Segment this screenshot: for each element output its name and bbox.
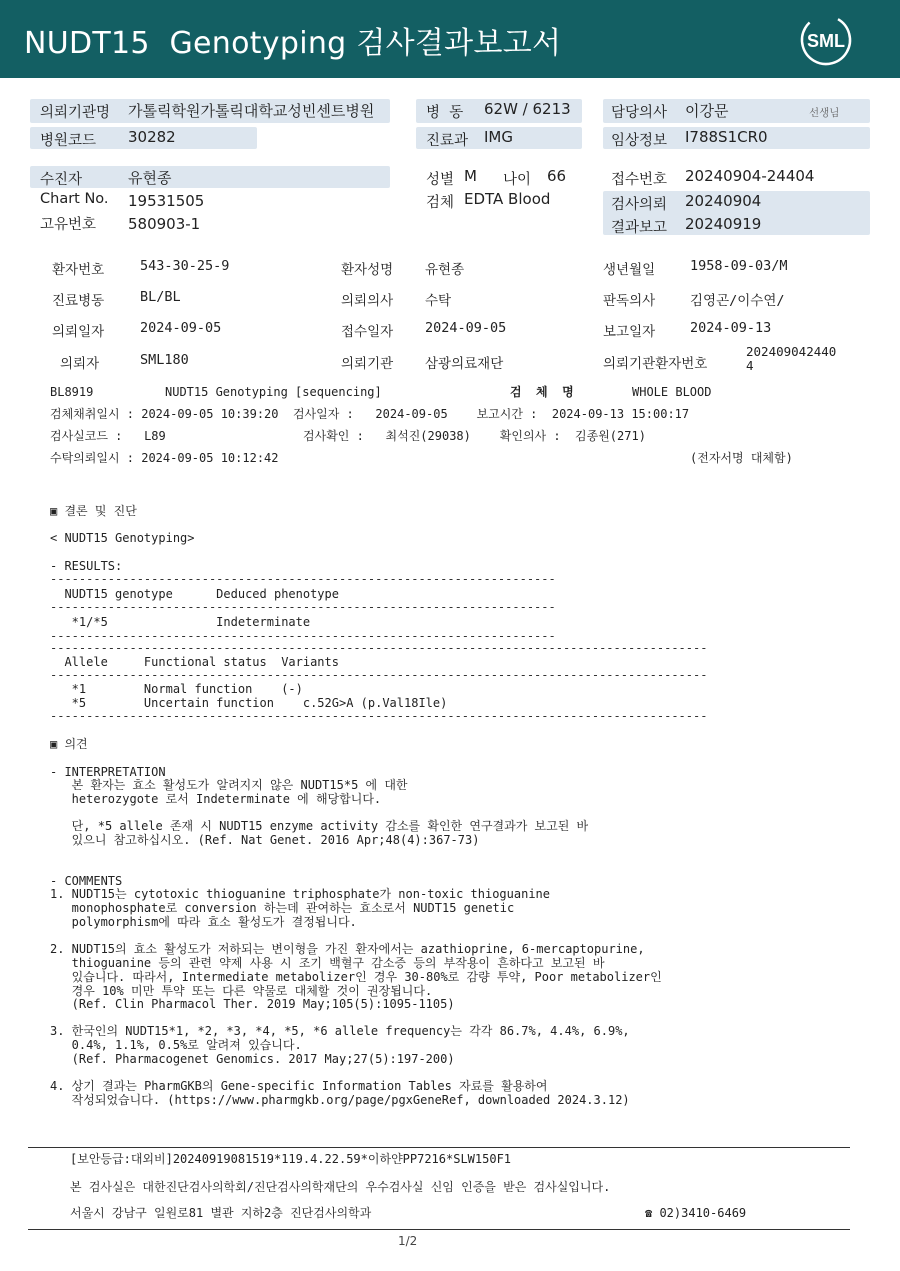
comment-line: thioguanine 등의 관련 약제 사용 시 조기 백혈구 감소증 등의 부작용이 흔하다고 보고된 바 xyxy=(50,956,605,970)
certification-statement: 본 검사실은 대한진단검사의학회/진단검사의학재단의 우수검사실 신임 인증을 받은 검사실입니다. xyxy=(70,1180,611,1194)
comment-line: 4. 상기 결과는 PharmGKB의 Gene-specific Information Tables 자료를 활용하여 xyxy=(50,1079,548,1093)
requesting-institution-label: 의뢰기관 xyxy=(341,356,394,372)
exam-row-3: 수탁의뢰일시 : 2024-09-05 10:12:42 xyxy=(50,451,279,465)
comment-line: (Ref. Pharmacogenet Genomics. 2017 May;27(5):197-200) xyxy=(50,1052,455,1066)
requesting-doctor-label: 의뢰의사 xyxy=(341,293,394,309)
specimen-value: EDTA Blood xyxy=(464,190,551,208)
patient-name-value: 유현종 xyxy=(425,262,465,278)
comment-line: polymorphism에 따라 효소 활성도가 결정됩니다. xyxy=(50,915,357,929)
report-date-label: 결과보고 xyxy=(611,220,668,236)
receipt-date-value: 2024-09-05 xyxy=(425,320,507,336)
birthdate-label: 생년월일 xyxy=(603,262,656,278)
footer-top-rule xyxy=(28,1147,850,1148)
page-number: 1/2 xyxy=(398,1234,418,1248)
reading-doctor-label: 판독의사 xyxy=(603,293,656,309)
doctor-value: 이강문 xyxy=(685,102,729,120)
reading-doctor-value: 김영곤/이수연/ xyxy=(690,293,785,309)
comment-line: 작성되었습니다. (https://www.pharmgkb.org/page/pgxGeneRef, downloaded 2024.3.12) xyxy=(50,1093,630,1107)
patient-name-label: 환자성명 xyxy=(341,262,394,278)
security-level-line: [보안등급:대외비]20240919081519*119.4.22.59*이하얀PP7216*SLW150F1 xyxy=(70,1152,512,1166)
request-date-value-2: 2024-09-05 xyxy=(140,320,222,336)
receipt-no-value: 20240904-24404 xyxy=(685,167,815,185)
report-date-value-2: 2024-09-13 xyxy=(690,320,772,336)
department-value: IMG xyxy=(484,128,513,146)
allele-row: *5 Uncertain function c.52G>A (p.Val18Ile) xyxy=(50,696,448,710)
chart-no-label: Chart No. xyxy=(40,191,109,207)
lab-phone: ☎ 02)3410-6469 xyxy=(645,1206,747,1220)
unique-id-label: 고유번호 xyxy=(40,217,97,233)
clinical-info-value: I788S1CR0 xyxy=(685,128,768,146)
ward-value: 62W / 6213 xyxy=(484,100,571,118)
interpretation-line: 있으니 참고하십시오. (Ref. Nat Genet. 2016 Apr;48(4):367-73) xyxy=(50,833,480,847)
hospital-code-value: 30282 xyxy=(128,128,176,146)
divider: ------------------------------------------------------------------------------------------- xyxy=(50,641,708,655)
request-date-label-2: 의뢰일자 xyxy=(52,324,105,340)
institution-label: 의뢰기관명 xyxy=(40,105,111,121)
allele-row: *1 Normal function (-) xyxy=(50,682,303,696)
exam-code: BL8919 xyxy=(50,385,94,399)
genotype-table-header: NUDT15 genotype Deduced phenotype xyxy=(50,587,339,601)
comment-line: 있습니다. 따라서, Intermediate metabolizer인 경우 30-80%로 감량 투약, Poor metabolizer인 xyxy=(50,970,662,984)
exam-row-1: 검체채취일시 : 2024-09-05 10:39:20 검사일자 : 2024-09-05 보고시간 : 2024-09-13 15:00:17 xyxy=(50,407,690,421)
report-header xyxy=(0,0,900,78)
report-date-value: 20240919 xyxy=(685,215,762,233)
chart-no-value: 19531505 xyxy=(128,192,205,210)
divider: ------------------------------------------------------------------------------------------- xyxy=(50,668,708,682)
exam-specimen-label: 검 체 명 xyxy=(510,385,574,399)
ward-label: 병 동 xyxy=(426,105,464,121)
institution-patient-no-value: 2024090424404 xyxy=(746,344,837,373)
exam-row-2: 검사실코드 : L89 검사확인 : 최석진(29038) 확인의사 : 김종원(271) xyxy=(50,429,646,443)
comment-line: 2. NUDT15의 효소 활성도가 저하되는 변이형을 가진 환자에서는 azathioprine, 6-mercaptopurine, xyxy=(50,942,645,956)
section-conclusion-heading: ▣ 결론 및 진단 xyxy=(50,504,137,518)
interpretation-heading: - INTERPRETATION xyxy=(50,765,166,779)
electronic-signature-note: (전자서명 대체함) xyxy=(690,451,793,465)
interpretation-line: 본 환자는 효소 활성도가 알려지지 않은 NUDT15*5 에 대한 xyxy=(50,778,408,792)
age-label: 나이 xyxy=(503,172,532,188)
receipt-no-label: 접수번호 xyxy=(611,172,668,188)
doctor-suffix: 선생님 xyxy=(809,107,840,119)
comment-line: monophosphate로 conversion 하는데 관여하는 효소로서 NUDT15 genetic xyxy=(50,901,515,915)
unique-id-value: 580903-1 xyxy=(128,215,201,233)
request-date-label: 검사의뢰 xyxy=(611,197,668,213)
comment-line: 경우 10% 미만 투약 또는 다른 약물로 대체할 것이 권장됩니다. xyxy=(50,984,433,998)
requester-label: 의뢰자 xyxy=(60,356,100,372)
sex-value: M xyxy=(464,167,477,185)
results-heading: - RESULTS: xyxy=(50,559,123,573)
report-date-label-2: 보고일자 xyxy=(603,324,656,340)
sml-logo xyxy=(800,14,852,66)
requesting-doctor-value: 수탁 xyxy=(425,293,452,309)
report-title: NUDT15 Genotyping 검사결과보고서 xyxy=(24,26,562,61)
sex-label: 성별 xyxy=(426,172,455,188)
comment-line: 0.4%, 1.1%, 0.5%로 알려져 있습니다. xyxy=(50,1038,302,1052)
request-date-value: 20240904 xyxy=(685,192,762,210)
ward-value-2: BL/BL xyxy=(140,289,181,305)
footer-bottom-rule xyxy=(28,1229,850,1230)
ward-label-2: 진료병동 xyxy=(52,293,105,309)
comments-heading: - COMMENTS xyxy=(50,874,123,888)
patient-label: 수진자 xyxy=(40,172,83,188)
divider: ---------------------------------------------------------------------- xyxy=(50,600,556,614)
divider: ---------------------------------------------------------------------- xyxy=(50,572,556,586)
exam-specimen-value: WHOLE BLOOD xyxy=(632,385,712,399)
receipt-date-label: 접수일자 xyxy=(341,324,394,340)
genotype-row: *1/*5 Indeterminate xyxy=(50,615,311,629)
requester-value: SML180 xyxy=(140,352,189,368)
comment-line: 3. 한국인의 NUDT15*1, *2, *3, *4, *5, *6 allele frequency는 각각 86.7%, 4.4%, 6.9%, xyxy=(50,1024,630,1038)
institution-patient-no-label: 의뢰기관환자번호 xyxy=(603,356,708,372)
patient-number-value: 543-30-25-9 xyxy=(140,258,230,274)
institution-value: 가톨릭학원가톨릭대학교성빈센트병원 xyxy=(128,102,375,120)
section-opinion-heading: ▣ 의견 xyxy=(50,737,88,751)
comment-line: 1. NUDT15는 cytotoxic thioguanine triphosphate가 non-toxic thioguanine xyxy=(50,887,551,901)
birthdate-value: 1958-09-03/M xyxy=(690,258,788,274)
divider: ------------------------------------------------------------------------------------------- xyxy=(50,709,708,723)
interpretation-line: heterozygote 로서 Indeterminate 에 해당합니다. xyxy=(50,792,382,806)
test-name-line: < NUDT15 Genotyping> xyxy=(50,531,195,545)
divider: ---------------------------------------------------------------------- xyxy=(50,629,556,643)
hospital-code-label: 병원코드 xyxy=(40,133,97,149)
clinical-info-label: 임상정보 xyxy=(611,133,668,149)
patient-number-label: 환자번호 xyxy=(52,262,105,278)
comment-line: (Ref. Clin Pharmacol Ther. 2019 May;105(5):1095-1105) xyxy=(50,997,455,1011)
allele-table-header: Allele Functional status Variants xyxy=(50,655,339,669)
exam-name: NUDT15 Genotyping [sequencing] xyxy=(165,385,382,399)
age-value: 66 xyxy=(547,167,567,185)
requesting-institution-value: 삼광의료재단 xyxy=(425,356,504,372)
interpretation-line: 단, *5 allele 존재 시 NUDT15 enzyme activity 감소를 확인한 연구결과가 보고된 바 xyxy=(50,819,589,833)
specimen-label: 검체 xyxy=(426,195,455,211)
department-label: 진료과 xyxy=(426,133,469,149)
patient-value: 유현종 xyxy=(128,169,172,187)
lab-address: 서울시 강남구 일원로81 별관 지하2층 진단검사의학과 xyxy=(70,1206,372,1220)
logo-text: SML xyxy=(807,31,845,51)
doctor-label: 담당의사 xyxy=(611,105,668,121)
